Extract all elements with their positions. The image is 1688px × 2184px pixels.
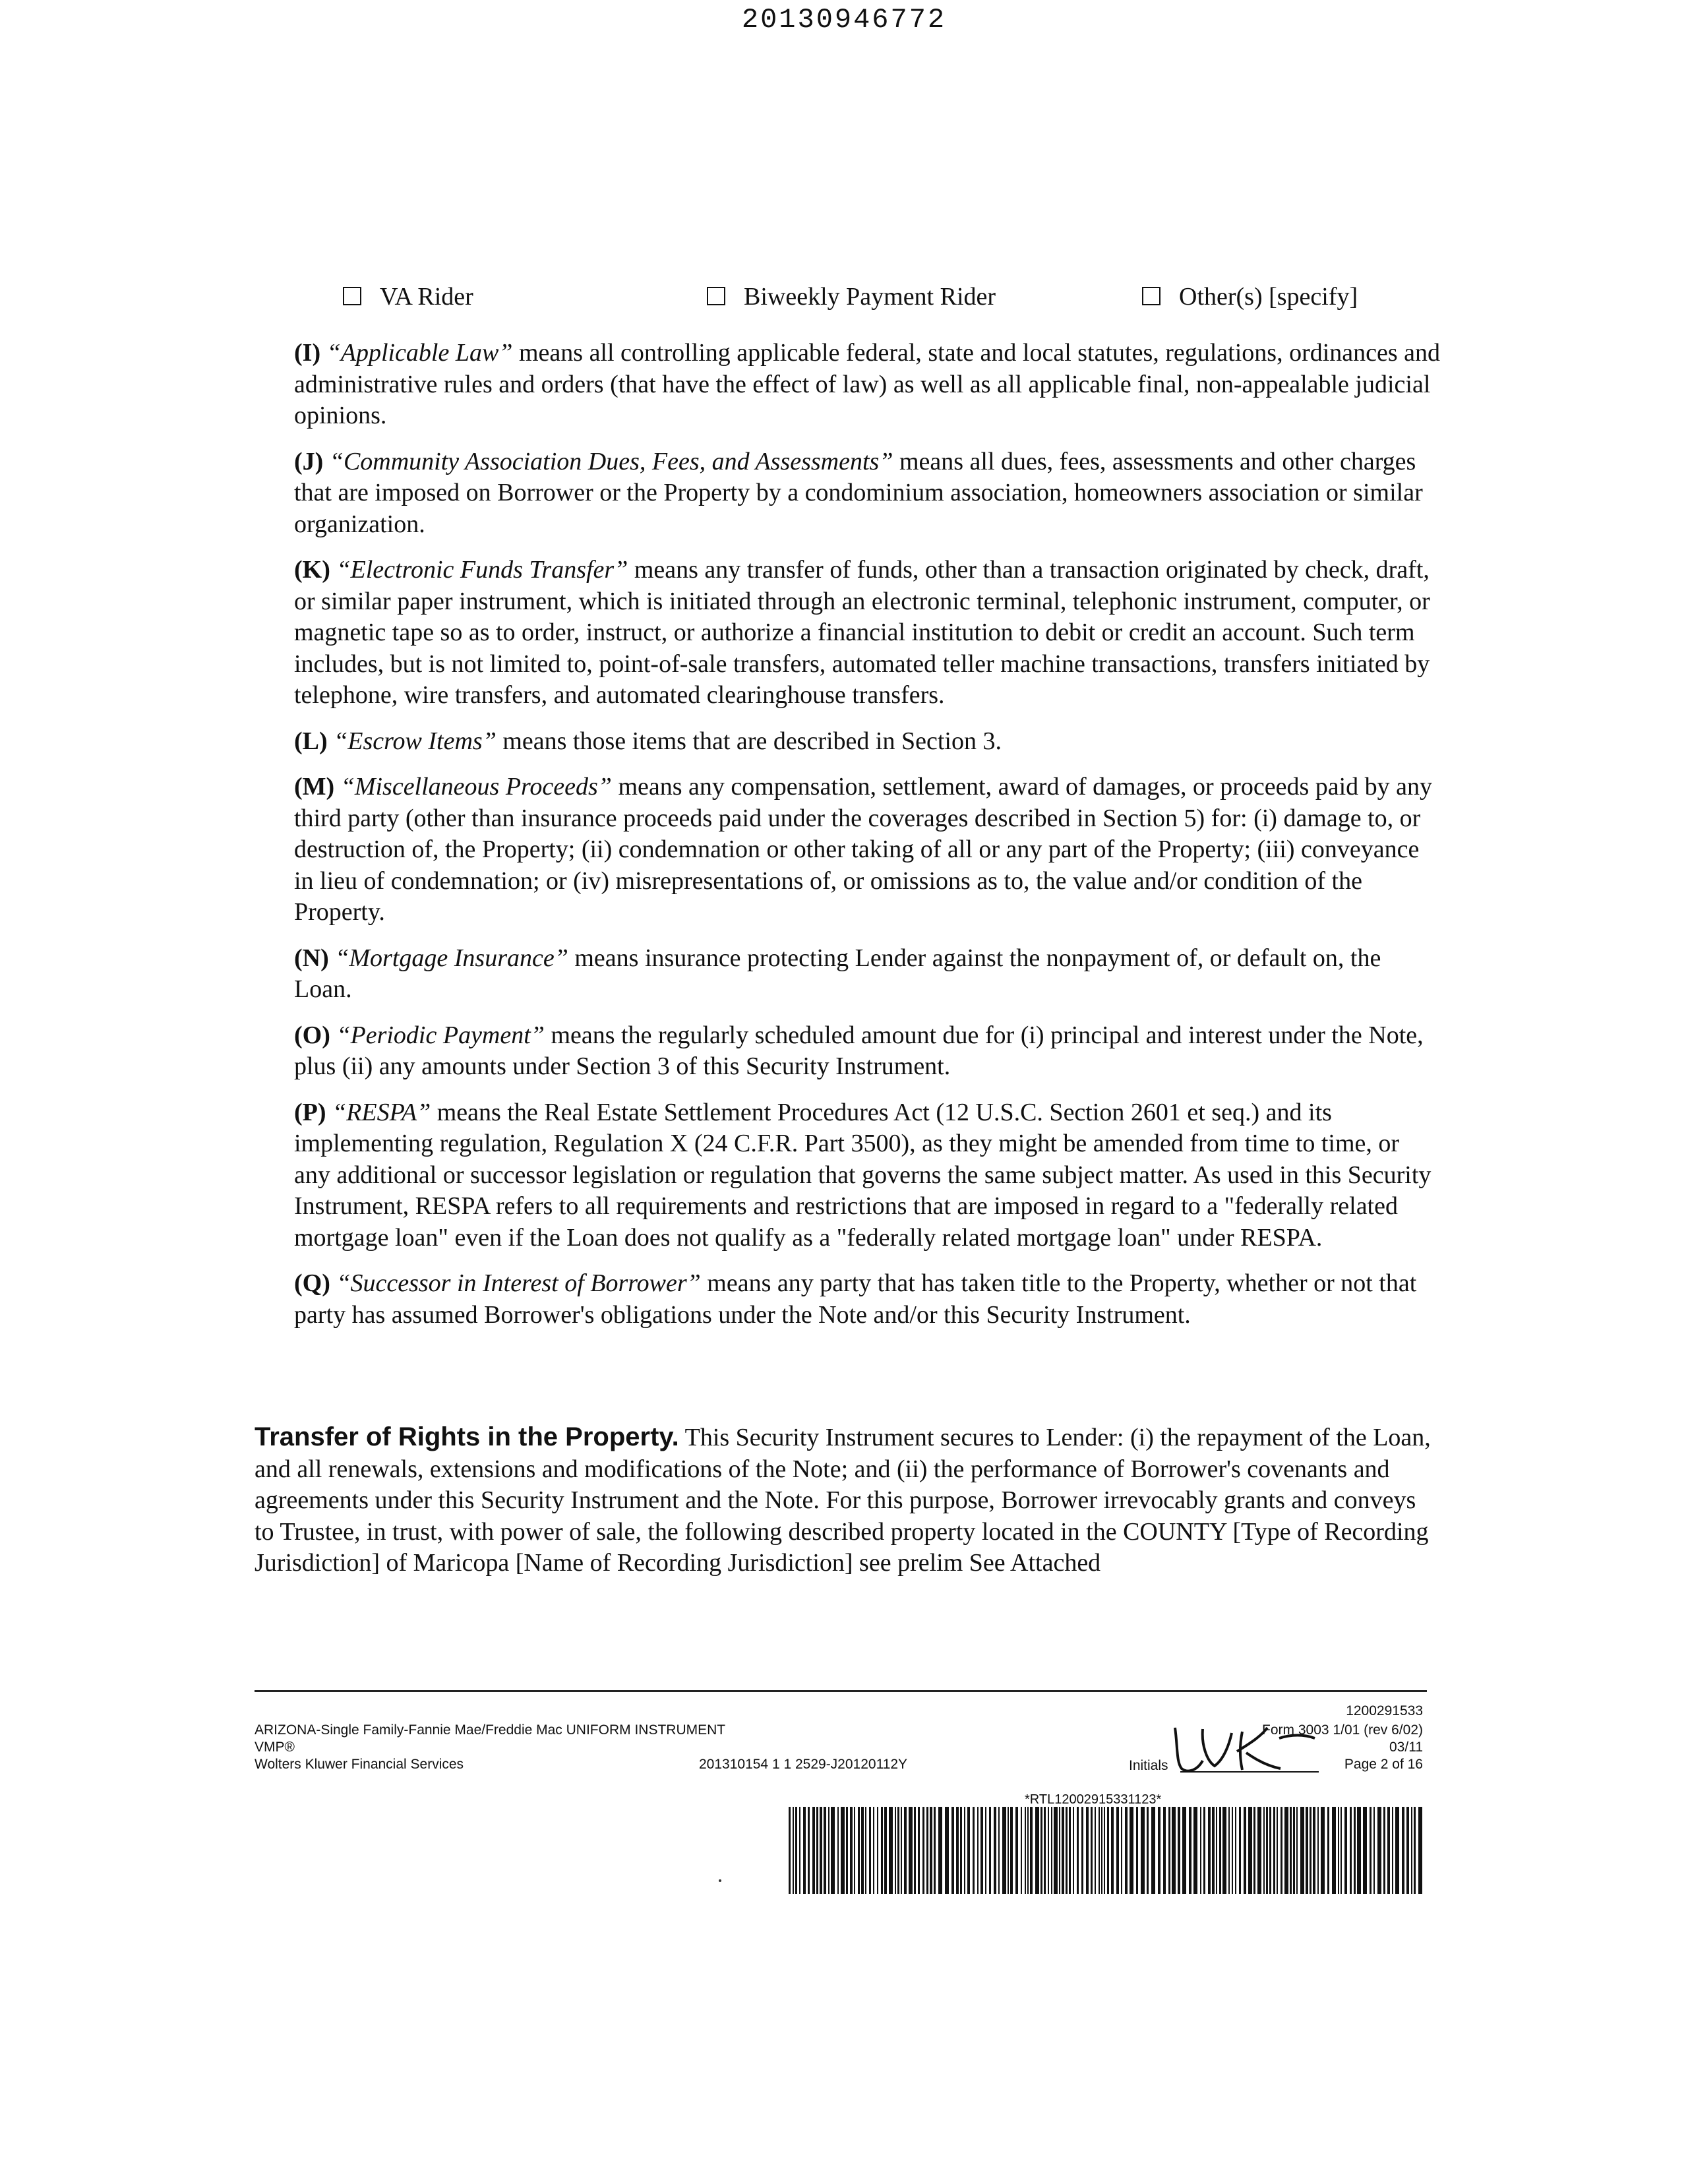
- definition-label: (N): [294, 944, 329, 972]
- checkbox-other-rider[interactable]: [1142, 287, 1160, 305]
- barcode-bar: [1284, 1807, 1288, 1894]
- rider-va[interactable]: [343, 282, 473, 311]
- footer-form-number: Form 3003 1/01 (rev 6/02): [1262, 1722, 1423, 1738]
- barcode-bar: [846, 1807, 848, 1894]
- definition-text: means the Real Estate Settlement Procedures Act (12 U.S.C. Section 2601 et seq.) and its implementing regulation, Regulation X (24 C.F.R. Part 3500), as they might be amended from time to time, or any additional or successor legislation or regulation that governs the same subject matter. As used in this Security Instrument, RESPA refers to all requirements and restrictions that are imposed in regard to a "federally related mortgage loan" even if the Loan does not qualify as a "federally related mortgage loan" under RESPA.: [294, 1098, 1432, 1252]
- barcode-bar: [873, 1807, 874, 1894]
- barcode-bar: [1392, 1807, 1393, 1894]
- barcode-bar: [1354, 1807, 1356, 1894]
- barcode-bar: [1222, 1807, 1226, 1894]
- barcode-bar: [1141, 1807, 1145, 1894]
- barcode-bar: [1383, 1807, 1385, 1894]
- definition-term: “Successor in Interest of Borrower”: [336, 1269, 701, 1297]
- definition-label: (J): [294, 447, 324, 475]
- barcode-bar: [985, 1807, 986, 1894]
- definition-term: “Community Association Dues, Fees, and Assessments”: [329, 447, 893, 475]
- definition-text: means all dues, fees, assessments and other charges that are imposed on Borrower or the Property by a condominium association, homeowners association or similar organization.: [294, 447, 1423, 538]
- barcode-bar: [1151, 1807, 1155, 1894]
- definition-term: “Escrow Items”: [334, 727, 497, 755]
- barcode-bar: [1081, 1807, 1083, 1894]
- barcode-bar: [1025, 1807, 1026, 1894]
- barcode-bar: [918, 1807, 920, 1894]
- rider-checklist: [343, 282, 1398, 322]
- rider-other-label: Other(s) [specify]: [1179, 283, 1358, 311]
- barcode-bar: [897, 1807, 899, 1894]
- definition-term: “Mortgage Insurance”: [335, 944, 568, 972]
- barcode-bar: [1363, 1807, 1367, 1894]
- barcode-bar: [1232, 1807, 1233, 1894]
- barcode-bar: [1406, 1807, 1409, 1894]
- barcode-bar: [1062, 1807, 1064, 1894]
- footer-loan-number: 1200291533: [1346, 1703, 1423, 1718]
- barcode-bar: [1193, 1807, 1197, 1894]
- definition-term: “RESPA”: [332, 1098, 431, 1126]
- barcode-bar: [938, 1807, 942, 1894]
- definition-label: (K): [294, 556, 330, 584]
- definition-label: (Q): [294, 1269, 330, 1297]
- barcode-bar: [1066, 1807, 1068, 1894]
- barcode-bar: [1338, 1807, 1339, 1894]
- barcode-bar: [789, 1807, 791, 1894]
- barcode-bar: [994, 1807, 996, 1894]
- barcode-bar: [1168, 1807, 1170, 1894]
- barcode-bar: [1321, 1807, 1325, 1894]
- barcode-bar: [1411, 1807, 1412, 1894]
- barcode-bar: [1111, 1807, 1114, 1894]
- definition-term: “Applicable Law”: [326, 339, 513, 367]
- definition-label: (P): [294, 1098, 326, 1126]
- barcode-bar: [926, 1807, 928, 1894]
- barcode-bar: [1317, 1807, 1319, 1894]
- barcode-bar: [1313, 1807, 1315, 1894]
- barcode-bar: [1027, 1807, 1029, 1894]
- rider-biweekly-label: Biweekly Payment Rider: [744, 283, 996, 311]
- checkbox-va-rider[interactable]: [343, 287, 361, 305]
- barcode-bar: [1310, 1807, 1311, 1894]
- definition-text: means those items that are described in Section 3.: [496, 727, 1002, 755]
- barcode-bar: [1414, 1807, 1416, 1894]
- barcode: [789, 1807, 1424, 1894]
- document-number: 20130946772: [741, 4, 947, 36]
- definition-applicable-law: [294, 338, 1441, 432]
- initials-signature-icon: [1168, 1714, 1320, 1784]
- barcode-bar: [945, 1807, 949, 1894]
- barcode-bar: [1048, 1807, 1049, 1894]
- definition-term: “Miscellaneous Proceeds”: [340, 773, 612, 801]
- footer-vmp: VMP®: [255, 1740, 295, 1755]
- barcode-bar: [989, 1807, 991, 1894]
- barcode-bar: [973, 1807, 975, 1894]
- barcode-bar: [951, 1807, 954, 1894]
- barcode-bar: [881, 1807, 883, 1894]
- barcode-bar: [998, 1807, 1000, 1894]
- barcode-bar: [1059, 1807, 1060, 1894]
- barcode-bar: [1306, 1807, 1308, 1894]
- barcode-bar: [858, 1807, 860, 1894]
- barcode-bar: [964, 1807, 965, 1894]
- barcode-bar: [1402, 1807, 1404, 1894]
- barcode-bar: [1253, 1807, 1255, 1894]
- barcode-bar: [1377, 1807, 1381, 1894]
- barcode-bar: [930, 1807, 932, 1894]
- barcode-bar: [1387, 1807, 1390, 1894]
- transfer-of-rights-section: [255, 1422, 1441, 1579]
- barcode-bar: [1147, 1807, 1149, 1894]
- barcode-bar: [1002, 1807, 1006, 1894]
- definition-text: means any party that has taken title to the Property, whether or not that party has assumed Borrower's obligations under the Note and/or this Security Instrument.: [294, 1269, 1417, 1329]
- barcode-bar: [1189, 1807, 1191, 1894]
- definition-successor-in-interest: [294, 1268, 1441, 1331]
- barcode-bar: [1116, 1807, 1119, 1894]
- definitions-section: [294, 338, 1441, 1345]
- barcode-bar: [820, 1807, 822, 1894]
- barcode-bar: [861, 1807, 864, 1894]
- barcode-bar: [1300, 1807, 1304, 1894]
- definition-term: “Electronic Funds Transfer”: [336, 556, 628, 584]
- barcode-bar: [1073, 1807, 1074, 1894]
- definition-label: (O): [294, 1021, 330, 1049]
- rider-other[interactable]: [1142, 282, 1358, 311]
- barcode-bar: [922, 1807, 924, 1894]
- barcode-bar: [1010, 1807, 1013, 1894]
- barcode-text: *RTL12002915331123*: [1025, 1792, 1162, 1807]
- barcode-icon: [789, 1807, 1424, 1894]
- barcode-bar: [1219, 1807, 1221, 1894]
- barcode-bar: [1178, 1807, 1180, 1894]
- definition-miscellaneous-proceeds: [294, 772, 1441, 928]
- barcode-bar: [1257, 1807, 1261, 1894]
- barcode-bar: [812, 1807, 815, 1894]
- barcode-bar: [967, 1807, 970, 1894]
- barcode-bar: [1158, 1807, 1160, 1894]
- barcode-bar: [956, 1807, 959, 1894]
- barcode-bar: [1350, 1807, 1352, 1894]
- definition-label: (L): [294, 727, 328, 755]
- barcode-bar: [1069, 1807, 1071, 1894]
- definition-electronic-funds-transfer: [294, 555, 1441, 712]
- barcode-bar: [1344, 1807, 1347, 1894]
- barcode-bar: [914, 1807, 916, 1894]
- barcode-bar: [824, 1807, 826, 1894]
- barcode-bar: [1290, 1807, 1292, 1894]
- barcode-bar: [1208, 1807, 1211, 1894]
- barcode-bar: [1035, 1807, 1039, 1894]
- barcode-bar: [1121, 1807, 1122, 1894]
- barcode-bar: [1212, 1807, 1215, 1894]
- barcode-bar: [1277, 1807, 1278, 1894]
- barcode-bar: [1136, 1807, 1138, 1894]
- definition-label: (M): [294, 773, 335, 801]
- definition-mortgage-insurance: [294, 943, 1441, 1006]
- barcode-bar: [1235, 1807, 1236, 1894]
- barcode-bar: [1091, 1807, 1093, 1894]
- barcode-bar: [1293, 1807, 1295, 1894]
- barcode-bar: [884, 1807, 887, 1894]
- barcode-bar: [850, 1807, 853, 1894]
- barcode-bar: [1130, 1807, 1133, 1894]
- barcode-bar: [1172, 1807, 1176, 1894]
- footer-doc-code: 201310154 1 1 2529-J20120112Y: [699, 1757, 908, 1772]
- definition-text: means the regularly scheduled amount due for (i) principal and interest under the Note, plus (ii) any amounts under Section 3 of this Security Instrument.: [294, 1021, 1424, 1080]
- barcode-bar: [1239, 1807, 1241, 1894]
- barcode-bar: [1216, 1807, 1217, 1894]
- barcode-bar: [1104, 1807, 1105, 1894]
- barcode-bar: [1077, 1807, 1079, 1894]
- barcode-bar: [1370, 1807, 1372, 1894]
- barcode-bar: [795, 1807, 797, 1894]
- barcode-bar: [1054, 1807, 1058, 1894]
- barcode-bar: [960, 1807, 962, 1894]
- barcode-bar: [1163, 1807, 1166, 1894]
- rider-biweekly[interactable]: [707, 282, 996, 311]
- barcode-bar: [854, 1807, 855, 1894]
- barcode-bar: [799, 1807, 800, 1894]
- barcode-bar: [1099, 1807, 1100, 1894]
- rider-va-label: VA Rider: [380, 283, 473, 311]
- barcode-bar: [1182, 1807, 1186, 1894]
- barcode-bar: [865, 1807, 866, 1894]
- definition-text: means all controlling applicable federal, state and local statutes, regulations, ordinances and administrative rules and orders (that have the effect of law) as well as all applicable final, non-appealable judicial opinions.: [294, 339, 1441, 429]
- definition-text: means insurance protecting Lender against the nonpayment of, or default on, the Loan.: [294, 944, 1381, 1003]
- barcode-bar: [977, 1807, 979, 1894]
- barcode-bar: [808, 1807, 810, 1894]
- footer-revision: 03/11: [1389, 1740, 1423, 1755]
- barcode-bar: [889, 1807, 893, 1894]
- definition-text: means any compensation, settlement, award of damages, or proceeds paid by any third party (other than insurance proceeds paid under the coverages described in Section 5) for: (i) damage to, or destruction of, the Property; (ii) condemnation or other taking of all or any part of the Property; (iii) conveyance in lieu of condemnation; or (iv) misrepresentations of, or omissions as to, the value and/or condition of the Property.: [294, 773, 1433, 926]
- barcode-bar: [1086, 1807, 1089, 1894]
- definition-label: (I): [294, 339, 321, 367]
- definition-escrow-items: [294, 726, 1441, 758]
- barcode-bar: [831, 1807, 835, 1894]
- barcode-bar: [877, 1807, 878, 1894]
- barcode-bar: [1273, 1807, 1275, 1894]
- definition-term: “Periodic Payment”: [336, 1021, 545, 1049]
- barcode-bar: [1341, 1807, 1342, 1894]
- footer-initials-label: Initials: [1129, 1758, 1168, 1773]
- barcode-bar: [1008, 1807, 1009, 1894]
- footer-divider: [255, 1690, 1427, 1692]
- barcode-bar: [1030, 1807, 1033, 1894]
- barcode-bar: [828, 1807, 829, 1894]
- barcode-bar: [895, 1807, 896, 1894]
- checkbox-biweekly-payment-rider[interactable]: [707, 287, 725, 305]
- barcode-bar: [1373, 1807, 1375, 1894]
- definition-text: means any transfer of funds, other than a transaction originated by check, draft, or similar paper instrument, which is initiated through an electronic terminal, telephonic instrument, computer, or magnetic tape so as to order, instruct, or authorize a financial institution to debit or credit an account. Such term includes, but is not limited to, point-of-sale transfers, automated teller machine transactions, transfers initiated by telephone, wire transfers, and automated clearinghouse transfers.: [294, 556, 1430, 709]
- barcode-bar: [1125, 1807, 1128, 1894]
- footer-publisher: Wolters Kluwer Financial Services: [255, 1757, 464, 1772]
- barcode-bar: [1101, 1807, 1102, 1894]
- barcode-bar: [1281, 1807, 1282, 1894]
- definition-periodic-payment: [294, 1020, 1441, 1083]
- barcode-bar: [1203, 1807, 1205, 1894]
- barcode-bar: [1228, 1807, 1230, 1894]
- barcode-bar: [1095, 1807, 1096, 1894]
- barcode-bar: [1327, 1807, 1329, 1894]
- barcode-bar: [1248, 1807, 1252, 1894]
- barcode-bar: [837, 1807, 839, 1894]
- barcode-bar: [1269, 1807, 1271, 1894]
- barcode-bar: [803, 1807, 806, 1894]
- barcode-bar: [1200, 1807, 1201, 1894]
- definition-community-association-dues: [294, 446, 1441, 541]
- transfer-heading: Transfer of Rights in the Property.: [255, 1422, 679, 1451]
- barcode-bar: [841, 1807, 845, 1894]
- barcode-bar: [1015, 1807, 1018, 1894]
- barcode-bar: [1021, 1807, 1022, 1894]
- barcode-bar: [980, 1807, 983, 1894]
- barcode-bar: [1263, 1807, 1265, 1894]
- barcode-bar: [1107, 1807, 1109, 1894]
- stray-mark: [719, 1879, 721, 1882]
- barcode-bar: [1266, 1807, 1268, 1894]
- barcode-bar: [1418, 1807, 1422, 1894]
- barcode-bar: [1357, 1807, 1361, 1894]
- barcode-bar: [1395, 1807, 1399, 1894]
- barcode-bar: [901, 1807, 902, 1894]
- definition-respa: [294, 1097, 1441, 1254]
- barcode-bar: [1244, 1807, 1246, 1894]
- footer-form-title: ARIZONA-Single Family-Fannie Mae/Freddie Mac UNIFORM INSTRUMENT: [255, 1722, 726, 1738]
- barcode-bar: [934, 1807, 936, 1894]
- barcode-bar: [1332, 1807, 1336, 1894]
- barcode-bar: [816, 1807, 818, 1894]
- barcode-bar: [1296, 1807, 1298, 1894]
- barcode-bar: [1044, 1807, 1046, 1894]
- barcode-bar: [1051, 1807, 1052, 1894]
- transfer-text: This Security Instrument secures to Lender: (i) the repayment of the Loan, and all renewals, extensions and modifications of the Note; and (ii) the performance of Borrower's covenants and agreements under this Security Instrument and the Note. For this purpose, Borrower irrevocably grants and conveys to Trustee, in trust, with power of sale, the following described property located in the COUNTY [Type of Recording Jurisdiction] of Maricopa [Name of Recording Jurisdiction] see prelim See Attached: [255, 1424, 1431, 1577]
- barcode-bar: [904, 1807, 907, 1894]
- barcode-bar: [909, 1807, 913, 1894]
- barcode-bar: [1040, 1807, 1042, 1894]
- barcode-bar: [793, 1807, 794, 1894]
- footer-page-number: Page 2 of 16: [1344, 1757, 1423, 1772]
- barcode-bar: [869, 1807, 871, 1894]
